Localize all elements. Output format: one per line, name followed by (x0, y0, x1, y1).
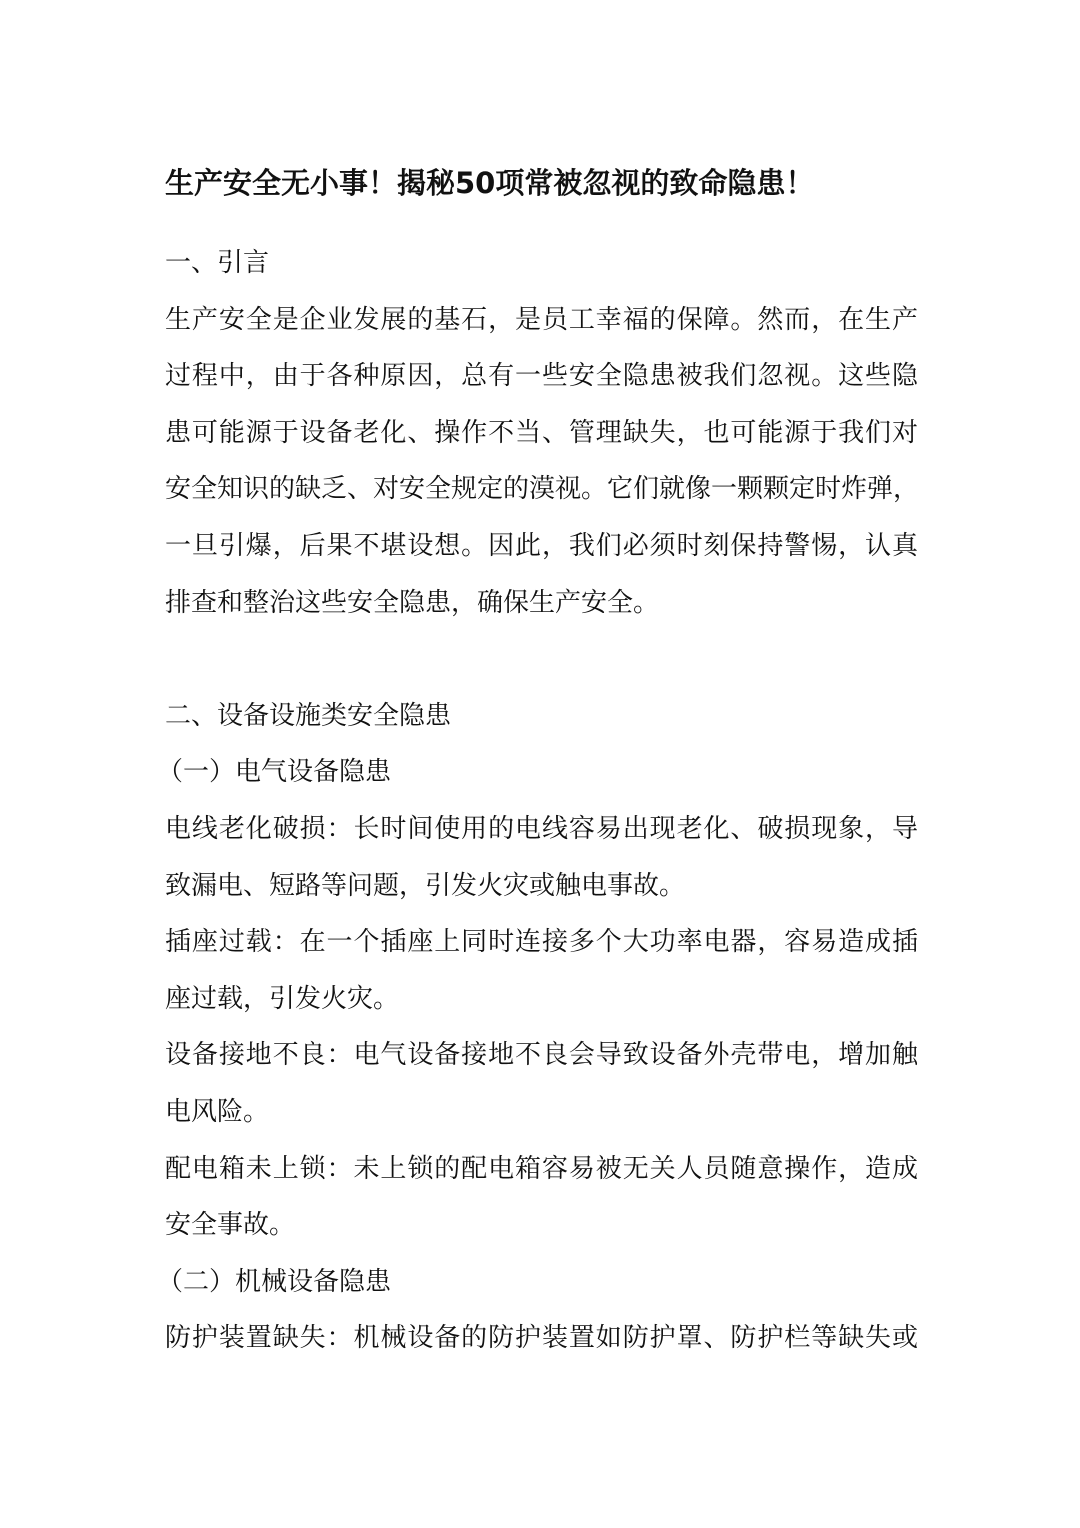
paragraph-line: 安全事故。 (165, 1210, 296, 1241)
document-title: 生产安全无小事！揭秘50项常被忽视的致命隐患！ (165, 166, 815, 200)
subsection-heading: （二）机械设备隐患 (157, 1266, 392, 1297)
electrical-hazards-list (165, 801, 918, 1254)
spacer (165, 631, 918, 688)
paragraph-line: 致漏电、短路等问题，引发火灾或触电事故。 (165, 870, 686, 901)
paragraph-line: 过程中，由于各种原因，总有一些安全隐患被我们忽视。这些隐 (165, 361, 918, 392)
document-page (157, 155, 920, 1367)
paragraph-line: 防护装置缺失：机械设备的防护装置如防护罩、防护栏等缺失或 (165, 1323, 918, 1354)
paragraph-line: 生产安全是企业发展的基石，是员工幸福的保障。然而，在生产 (165, 304, 918, 335)
mechanical-hazards-list (165, 1310, 918, 1367)
paragraph-line: 电风险。 (165, 1096, 270, 1127)
paragraph-line: 一旦引爆，后果不堪设想。因此，我们必须时刻保持警惕，认真 (165, 530, 918, 561)
paragraph-line: 插座过载：在一个插座上同时连接多个大功率电器，容易造成插 (165, 927, 918, 958)
paragraph-line: 电线老化破损：长时间使用的电线容易出现老化、破损现象，导 (165, 813, 918, 844)
paragraph-line: 设备接地不良：电气设备接地不良会导致设备外壳带电，增加触 (165, 1040, 918, 1071)
section-heading: 一、引言 (165, 248, 270, 278)
paragraph-line: 排查和整治这些安全隐患，确保生产安全。 (165, 587, 660, 618)
paragraph-line: 患可能源于设备老化、操作不当、管理缺失，也可能源于我们对 (165, 417, 918, 448)
paragraph-line: 配电箱未上锁：未上锁的配电箱容易被无关人员随意操作，造成 (165, 1153, 918, 1184)
subsection-heading: （一）电气设备隐患 (157, 757, 392, 788)
paragraph-line: 安全知识的缺乏、对安全规定的漠视。它们就像一颗颗定时炸弹， (165, 474, 920, 505)
section-heading: 二、设备设施类安全隐患 (165, 700, 452, 731)
paragraph-line: 座过载，引发火灾。 (165, 983, 400, 1014)
intro-paragraph (165, 292, 918, 632)
